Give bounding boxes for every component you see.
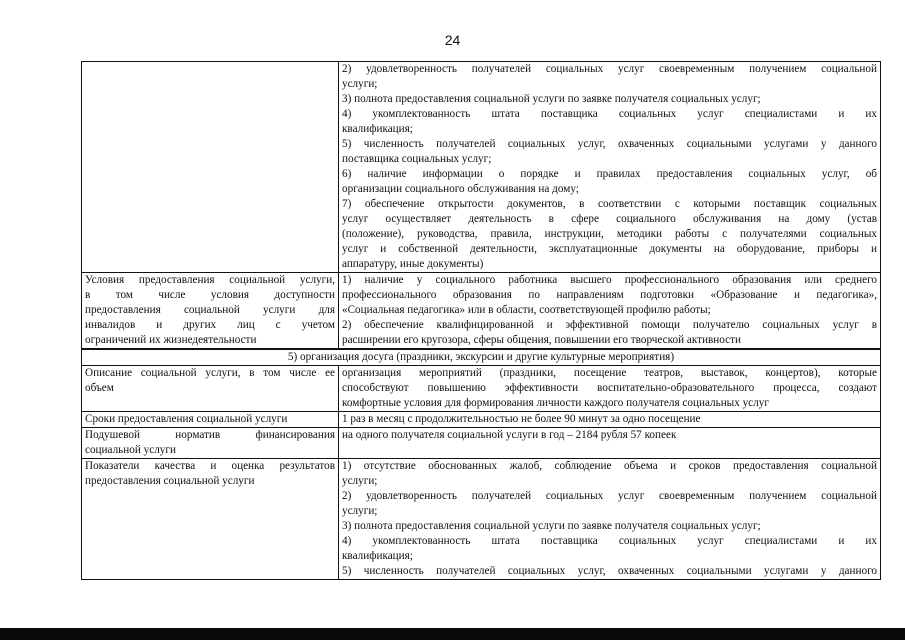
top-block-right-cell	[339, 62, 881, 273]
quality-label-cell	[82, 459, 339, 580]
top-line-2: услуги;	[342, 78, 378, 90]
top-line-11: услуг осуществляет деятельность в сфере социального обслуживания на дому (устав	[342, 213, 877, 225]
funding-label-cell	[82, 428, 339, 459]
top-line-4: 4) укомплектованность штата поставщика социальных услуг специалистами и их	[342, 108, 877, 120]
conditions-label-line-2: в том числе условия доступности	[85, 289, 335, 301]
terms-row	[82, 412, 881, 428]
top-block-row	[82, 62, 881, 273]
quality-line-7: квалификация;	[342, 550, 413, 562]
section-title: 5) организация досуга (праздники, экскурсии и другие культурные мероприятия)	[82, 349, 881, 366]
top-block-left-cell	[82, 62, 339, 273]
funding-label-line-1: Подушевой норматив финансирования	[85, 429, 335, 441]
conditions-line-4: 2) обеспечение квалифицированной и эффективной помощи получателю социальных услуг в	[342, 319, 877, 331]
quality-line-2: услуги;	[342, 475, 378, 487]
funding-value-cell	[339, 428, 881, 459]
quality-label-line-2: предоставления социальной услуги	[85, 475, 255, 487]
top-line-9: организации социального обслуживания на дому;	[342, 183, 579, 195]
conditions-label-line-1: Условия предоставления социальной услуги,	[85, 274, 335, 286]
description-label-line-2: объем	[85, 382, 114, 394]
quality-row	[82, 459, 881, 580]
funding-value: на одного получателя социальной услуги в год – 2184 рубля 57 копеек	[342, 429, 677, 441]
terms-label: Сроки предоставления социальной услуги	[85, 413, 288, 425]
quality-value-cell	[339, 459, 881, 580]
terms-value-cell	[339, 412, 881, 428]
description-line-3: комфортные условия для формирования личности каждого получателя социальных услуг	[342, 397, 769, 409]
quality-line-5: 3) полнота предоставления социальной услуги по заявке получателя социальных услуг;	[342, 520, 761, 532]
conditions-line-2: профессионального образования по направлениям подготовки «Образование и педагогика»,	[342, 289, 877, 301]
conditions-value-cell	[339, 273, 881, 350]
conditions-label-cell	[82, 273, 339, 350]
description-value-cell	[339, 366, 881, 412]
quality-line-1: 1) отсутствие обоснованных жалоб, соблюдение объема и сроков предоставления социальной	[342, 460, 877, 472]
conditions-label-line-3: предоставления социальной услуги для	[85, 304, 335, 316]
funding-row	[82, 428, 881, 459]
quality-line-8: 5) численность получателей социальных услуг, охваченных социальными услугами у данного	[342, 565, 877, 577]
conditions-label-line-4: инвалидов и других лиц с учетом	[85, 319, 335, 331]
funding-label-line-2: социальной услуги	[85, 444, 176, 456]
top-line-13: услуг и собственной деятельности, эксплуатационные документы на оборудование, приборы и	[342, 243, 877, 255]
quality-line-4: услуги;	[342, 505, 378, 517]
description-label-line-1: Описание социальной услуги, в том числе ее	[85, 367, 335, 379]
top-line-10: 7) обеспечение открытости документов, в соответствии с которыми поставщик социальных	[342, 198, 877, 210]
top-line-14: аппаратуру, иные документы)	[342, 258, 484, 270]
description-line-2: способствуют повышению эффективности воспитательно-образовательного процесса, создают	[342, 382, 877, 394]
quality-line-6: 4) укомплектованность штата поставщика социальных услуг специалистами и их	[342, 535, 877, 547]
conditions-line-5: расширении его кругозора, сферы общения, повышении его творческой активности	[342, 334, 741, 346]
conditions-row	[82, 273, 881, 350]
quality-line-3: 2) удовлетворенность получателей социальных услуг своевременным получением социальной	[342, 490, 877, 502]
page-number: 24	[444, 32, 461, 48]
terms-label-cell	[82, 412, 339, 428]
conditions-label-line-5: ограничений их жизнедеятельности	[85, 334, 257, 346]
conditions-line-3: «Социальная педагогика» или в области, соответствующей профилю работы;	[342, 304, 711, 316]
description-label-cell	[82, 366, 339, 412]
top-line-6: 5) численность получателей социальных услуг, охваченных социальными услугами у данного	[342, 138, 877, 150]
services-table	[81, 61, 881, 580]
description-row	[82, 366, 881, 412]
quality-label-line-1: Показатели качества и оценка результатов	[85, 460, 335, 472]
section-title-row	[82, 349, 881, 366]
top-line-1: 2) удовлетворенность получателей социальных услуг своевременным получением социальной	[342, 63, 877, 75]
conditions-line-1: 1) наличие у социального работника высшего профессионального образования или среднего	[342, 274, 877, 286]
top-line-12: (положение), руководства, правила, инструкции, методики работы с получателями социальных	[342, 228, 877, 240]
description-line-1: организация мероприятий (праздники, посещение театров, выставок, концертов), которые	[342, 367, 877, 379]
top-line-3: 3) полнота предоставления социальной услуги по заявке получателя социальных услуг;	[342, 93, 761, 105]
top-line-7: поставщика социальных услуг;	[342, 153, 492, 165]
top-line-5: квалификация;	[342, 123, 413, 135]
scan-bottom-edge	[0, 628, 905, 640]
terms-value: 1 раз в месяц с продолжительностью не более 90 минут за одно посещение	[342, 413, 701, 425]
top-line-8: 6) наличие информации о порядке и правилах предоставления социальных услуг, об	[342, 168, 877, 180]
